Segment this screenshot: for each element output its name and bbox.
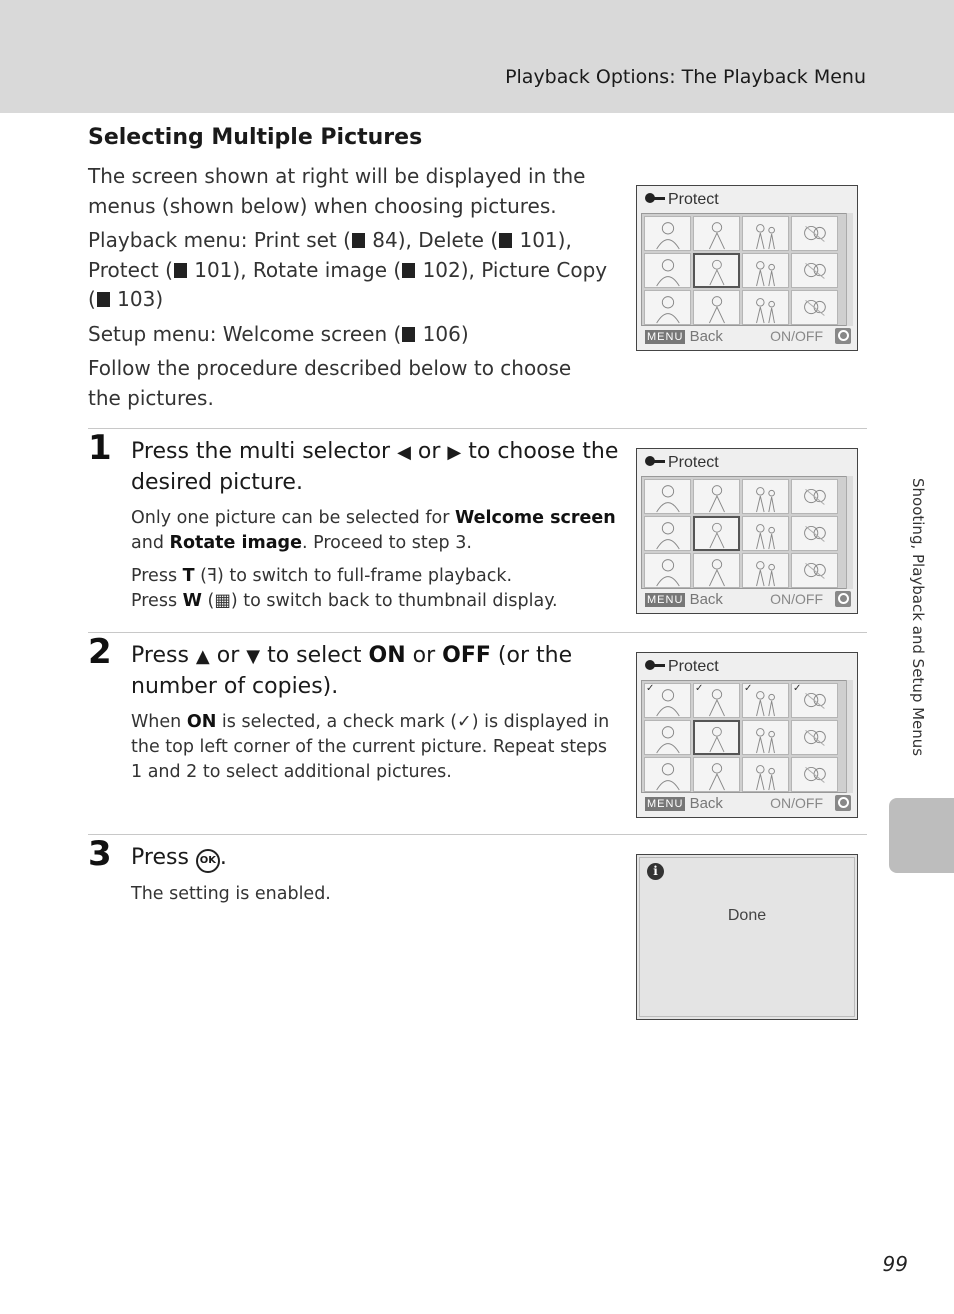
thumbnail-image (694, 758, 739, 791)
left-arrow-icon: ◀ (397, 442, 411, 463)
thumbnail[interactable] (693, 757, 740, 792)
thumbnail-image (645, 217, 690, 250)
running-header: Playback Options: The Playback Menu (505, 66, 866, 88)
thumbnail-grid (641, 680, 853, 793)
thumbnail-image (792, 480, 837, 513)
page-ref-icon (97, 292, 110, 307)
divider (88, 428, 867, 429)
thumbnail[interactable] (644, 479, 691, 514)
thumbnail[interactable] (644, 553, 691, 588)
up-arrow-icon: ▲ (195, 646, 210, 667)
thumbnail[interactable] (791, 720, 838, 755)
thumbnail-image (792, 721, 837, 754)
thumbnail[interactable] (742, 720, 789, 755)
key-icon (645, 456, 665, 466)
thumbnail[interactable] (742, 683, 789, 718)
page-ref-icon (499, 233, 512, 248)
intro-text (88, 162, 608, 418)
right-arrow-icon: ▶ (447, 442, 462, 463)
thumbnail[interactable] (742, 253, 789, 288)
thumbnail[interactable] (791, 553, 838, 588)
thumbnail[interactable] (693, 683, 740, 718)
thumbnail[interactable] (644, 516, 691, 551)
thumbnail-icon: ▦ (214, 591, 231, 611)
thumbnail-image (743, 254, 788, 287)
down-arrow-icon: ▼ (246, 646, 261, 667)
thumbnail-image (645, 517, 690, 550)
wide-button-icon: W (182, 591, 202, 611)
menu-button-icon: MENU (647, 594, 684, 606)
step-heading: Press OK . (131, 843, 621, 873)
thumbnail-image (694, 217, 739, 250)
thumbnail[interactable] (644, 757, 691, 792)
thumbnail-image (645, 291, 690, 324)
key-icon (645, 193, 665, 203)
thumbnail-image (792, 254, 837, 287)
thumbnail-image (645, 480, 690, 513)
thumbnail-image (694, 554, 739, 587)
camera-screen-protect: Protect MENU Back ON/OFF (636, 448, 858, 614)
intro-follow: Follow the procedure described below to choose the pictures. (88, 356, 572, 410)
step-body: The setting is enabled. (131, 884, 331, 904)
check-mark-icon: ✓ (793, 683, 802, 694)
thumbnail[interactable] (693, 479, 740, 514)
step-body: When ON is selected, a check mark (✓) is displayed in the top left corner of the current picture. Repeat steps 1 and 2 to select additional pictures. (131, 712, 610, 782)
thumbnail[interactable] (693, 290, 740, 325)
page-number: 99 (882, 1252, 908, 1276)
thumbnail-image (695, 255, 738, 286)
thumbnail-image (743, 758, 788, 791)
thumbnail[interactable] (742, 553, 789, 588)
camera-screen-protect-checked: Protect ✓ ✓ ✓ ✓ MENU Back ON/OFF (636, 652, 858, 818)
thumbnail[interactable] (742, 757, 789, 792)
thumbnail-image (792, 554, 837, 587)
thumbnail[interactable] (791, 516, 838, 551)
divider (88, 632, 867, 633)
thumbnail-image (743, 517, 788, 550)
zoom-icon (835, 328, 851, 344)
camera-screen-protect: Protect MENU Back ON/OFF (636, 185, 858, 351)
thumbnail[interactable] (693, 516, 740, 551)
thumbnail-image (695, 518, 738, 549)
thumbnail[interactable] (644, 216, 691, 251)
side-tab-label: Shooting, Playback and Setup Menus (909, 478, 927, 757)
header-band (0, 0, 954, 113)
thumbnail[interactable] (644, 290, 691, 325)
done-message: Done (727, 907, 767, 924)
thumbnail[interactable] (644, 683, 691, 718)
thumbnail[interactable] (791, 683, 838, 718)
thumbnail[interactable] (742, 479, 789, 514)
side-tab (889, 798, 954, 873)
scrollbar (846, 680, 853, 793)
zoom-icon (835, 591, 851, 607)
check-mark-icon: ✓ (457, 712, 472, 732)
check-mark-icon: ✓ (646, 683, 655, 694)
thumbnail-image (743, 217, 788, 250)
page-ref-icon (174, 263, 187, 278)
info-icon: i (647, 863, 664, 880)
thumbnail[interactable] (693, 253, 740, 288)
page-ref-icon (352, 233, 365, 248)
thumbnail-image (743, 291, 788, 324)
thumbnail-image (743, 554, 788, 587)
zoom-icon (835, 795, 851, 811)
key-icon (645, 660, 665, 670)
thumbnail-image (645, 554, 690, 587)
intro-setup-menu: Setup menu: Welcome screen ( 106) (88, 321, 469, 346)
thumbnail-image (645, 254, 690, 287)
onoff-label: ON/OFF (770, 328, 823, 344)
step-heading: Press ▲ or ▼ to select ON or OFF (or the number of copies). (131, 643, 573, 699)
thumbnail-image (792, 517, 837, 550)
thumbnail[interactable] (693, 720, 740, 755)
step-number: 3 (88, 834, 112, 874)
thumbnail-image (645, 758, 690, 791)
thumbnail-image (792, 291, 837, 324)
step-body: Only one picture can be selected for Welcome screen and Rotate image. Proceed to step 3. Press T (ꟻ) to switch to full-frame playback. Press W (▦) to switch back to thumbnail display. (131, 508, 616, 611)
menu-button-icon: MENU (647, 331, 684, 343)
thumbnail[interactable] (791, 479, 838, 514)
step-number: 2 (88, 632, 112, 672)
menu-button-icon: MENU (647, 798, 684, 810)
thumbnail-image (695, 722, 738, 753)
thumbnail-grid (641, 476, 853, 589)
check-mark-icon: ✓ (695, 683, 704, 694)
thumbnail-image (743, 721, 788, 754)
intro-playback-menu: Playback menu: Print set ( 84), Delete ( 101), Protect ( 101), Rotate image ( 102), Picture Copy ( 103) (88, 228, 608, 311)
page-ref-icon (402, 327, 415, 342)
scrollbar (846, 476, 853, 589)
thumbnail-image (694, 291, 739, 324)
thumbnail[interactable] (742, 290, 789, 325)
thumbnail-image (743, 480, 788, 513)
thumbnail[interactable] (791, 253, 838, 288)
onoff-label: ON/OFF (770, 795, 823, 811)
thumbnail[interactable] (693, 216, 740, 251)
thumbnail[interactable] (742, 516, 789, 551)
thumbnail-grid (641, 213, 853, 326)
thumbnail-image (792, 758, 837, 791)
scrollbar (846, 213, 853, 326)
tele-button-icon: T (182, 566, 195, 586)
thumbnail[interactable] (791, 757, 838, 792)
thumbnail-image (694, 480, 739, 513)
camera-screen-done (636, 854, 858, 1020)
onoff-label: ON/OFF (770, 591, 823, 607)
thumbnail[interactable] (644, 253, 691, 288)
step-number: 1 (88, 428, 112, 468)
step-heading: Press the multi selector ◀ or ▶ to choose the desired picture. (131, 439, 619, 495)
thumbnail[interactable] (791, 290, 838, 325)
thumbnail[interactable] (644, 720, 691, 755)
ok-button-icon: OK (196, 849, 220, 873)
thumbnail-image (792, 217, 837, 250)
thumbnail[interactable] (693, 553, 740, 588)
page-ref-icon (402, 263, 415, 278)
zoom-icon: ꟻ (206, 566, 218, 586)
section-title: Selecting Multiple Pictures (88, 125, 423, 150)
thumbnail[interactable] (742, 216, 789, 251)
thumbnail-image (645, 721, 690, 754)
intro-paragraph: The screen shown at right will be displayed in the menus (shown below) when choosing pictures. (88, 164, 586, 218)
thumbnail[interactable] (791, 216, 838, 251)
divider (88, 834, 867, 835)
check-mark-icon: ✓ (744, 683, 753, 694)
